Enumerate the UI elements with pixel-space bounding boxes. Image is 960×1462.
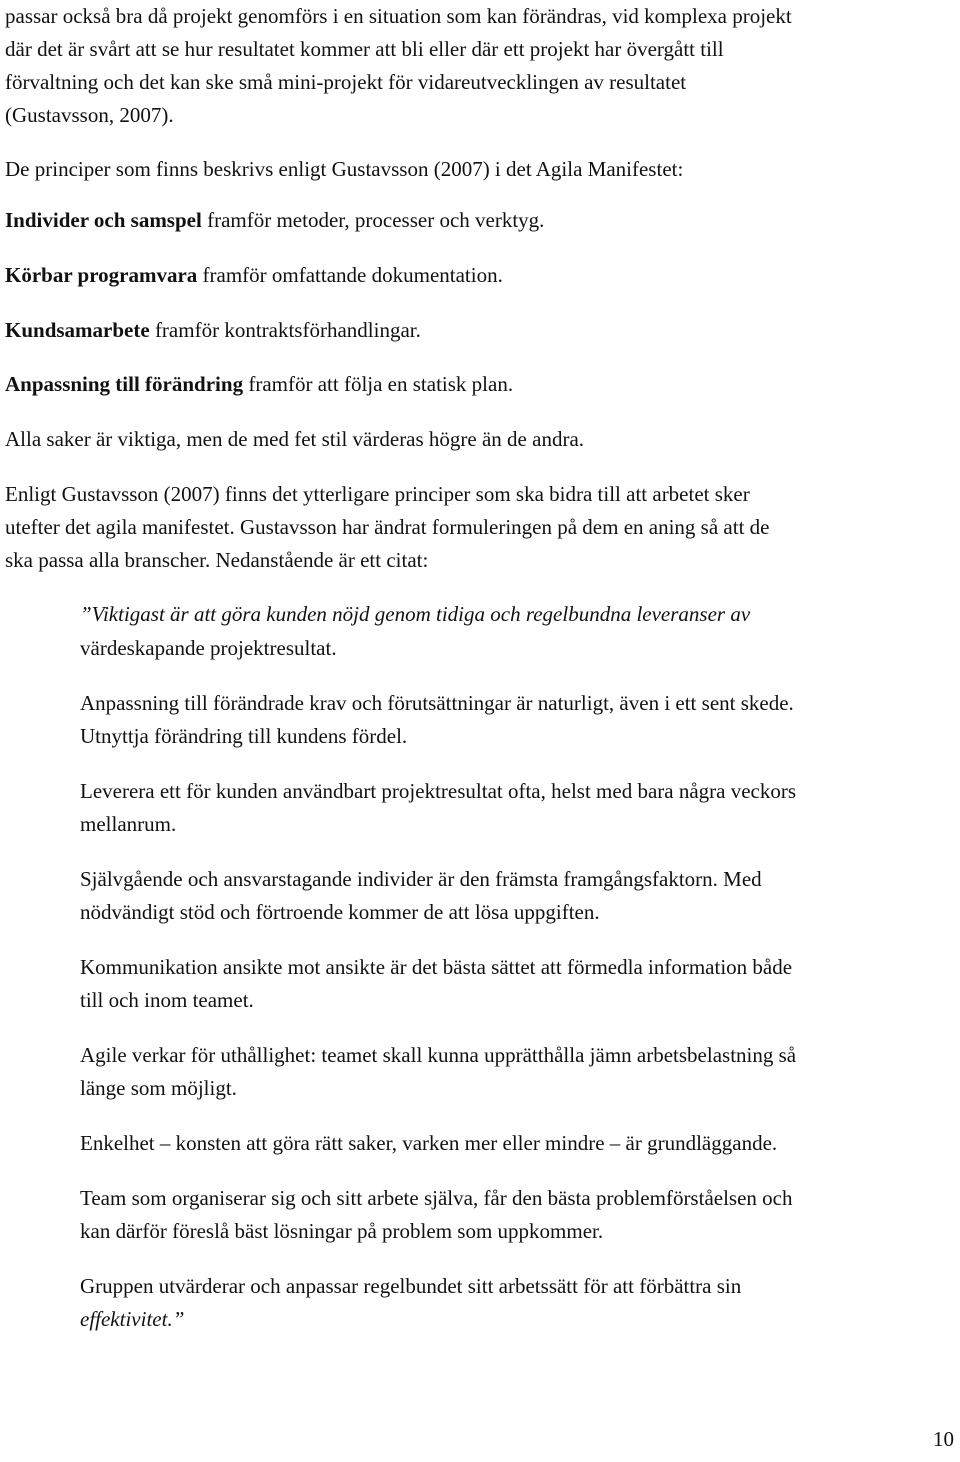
quote-italic-text: ”Viktigast är att göra kunden nöjd genom tidiga och regelbundna leveranser av [80, 602, 751, 626]
quote-line: värdeskapande projektresultat. [80, 636, 337, 660]
manifesto-item [5, 259, 503, 292]
quote-line: länge som möjligt. [80, 1076, 237, 1100]
further-line: Enligt Gustavsson (2007) finns det ytterligare principer som ska bidra till att arbetet sker [5, 482, 750, 506]
quote-line: kan därför föreslå bäst lösningar på problem som uppkommer. [80, 1219, 604, 1243]
quote-line: Enkelhet – konsten att göra rätt saker, varken mer eller mindre – är grundläggande. [80, 1131, 778, 1155]
manifesto-item-bold: Körbar programvara [5, 263, 198, 287]
manifesto-item-rest: framför metoder, processer och verktyg. [201, 208, 545, 232]
principles-intro: De principer som finns beskrivs enligt Gustavsson (2007) i det Agila Manifestet: [5, 157, 684, 181]
bold-note: Alla saker är viktiga, men de med fet stil värderas högre än de andra. [5, 427, 585, 451]
manifesto-item [5, 314, 421, 347]
further-line: utefter det agila manifestet. Gustavsson har ändrat formuleringen på dem en aning så att de [5, 515, 770, 539]
page-number: 10 [933, 1427, 954, 1451]
quote-line: Utnyttja förändring till kundens fördel. [80, 724, 408, 748]
intro-line: där det är svårt att se hur resultatet kommer att bli eller där ett projekt har övergått till [5, 37, 724, 61]
quote-line: nödvändigt stöd och förtroende kommer de att lösa uppgiften. [80, 900, 600, 924]
quote-line: Anpassning till förändrade krav och förutsättningar är naturligt, även i ett sent skede. [80, 691, 794, 715]
quote-line: Kommunikation ansikte mot ansikte är det bästa sättet att förmedla information både [80, 955, 793, 979]
manifesto-item-bold: Anpassning till förändring [5, 372, 244, 396]
quote-line: Gruppen utvärderar och anpassar regelbundet sitt arbetssätt för att förbättra sin [80, 1274, 742, 1298]
quote-line [80, 598, 750, 631]
manifesto-item-bold: Kundsamarbete [5, 318, 150, 342]
further-line: ska passa alla branscher. Nedanstående är ett citat: [5, 548, 429, 572]
quote-line: Självgående och ansvarstagande individer är den främsta framgångsfaktorn. Med [80, 867, 762, 891]
quote-line: Team som organiserar sig och sitt arbete själva, får den bästa problemförståelsen och [80, 1186, 793, 1210]
manifesto-item-rest: framför omfattande dokumentation. [197, 263, 503, 287]
manifesto-item-rest: framför kontraktsförhandlingar. [149, 318, 421, 342]
quote-line: Leverera ett för kunden användbart projektresultat ofta, helst med bara några veckors [80, 779, 797, 803]
manifesto-item [5, 204, 544, 237]
manifesto-item-bold: Individer och samspel [5, 208, 202, 232]
intro-line: förvaltning och det kan ske små mini-projekt för vidareutvecklingen av resultatet [5, 70, 687, 94]
quote-line: Agile verkar för uthållighet: teamet skall kunna upprätthålla jämn arbetsbelastning så [80, 1043, 797, 1067]
quote-line [80, 1303, 184, 1336]
quote-line: mellanrum. [80, 812, 177, 836]
quote-line: till och inom teamet. [80, 988, 254, 1012]
manifesto-item [5, 368, 513, 401]
intro-line: passar också bra då projekt genomförs i en situation som kan förändras, vid komplexa projekt [5, 4, 792, 28]
manifesto-item-rest: framför att följa en statisk plan. [243, 372, 514, 396]
intro-line: (Gustavsson, 2007). [5, 103, 174, 127]
quote-italic-text: effektivitet.” [80, 1307, 185, 1331]
